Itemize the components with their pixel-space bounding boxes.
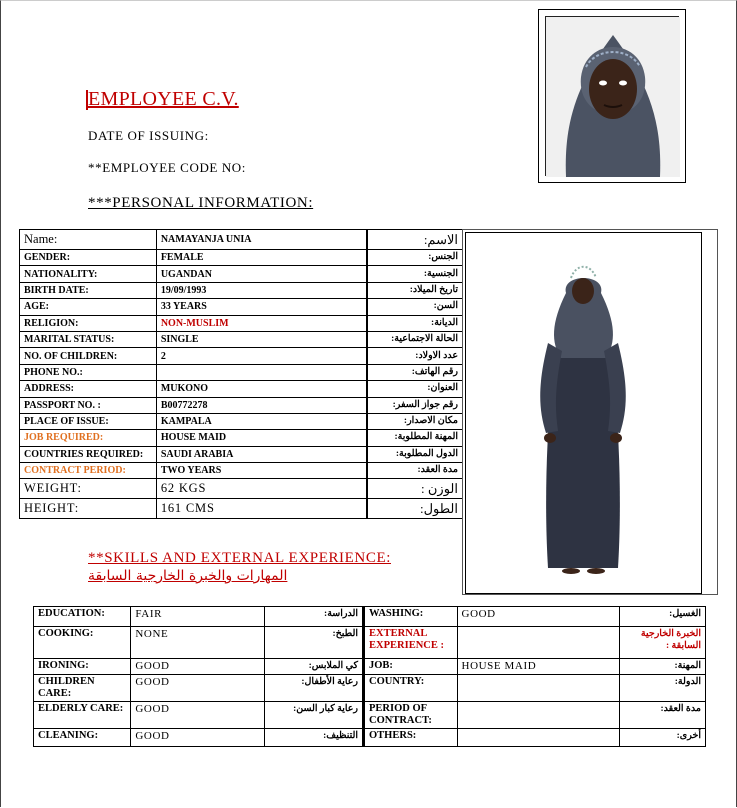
experience-value xyxy=(457,729,620,747)
field-label: NATIONALITY: xyxy=(20,266,157,282)
skills-heading-arabic: المهارات والخبرة الخارجية السابقة xyxy=(88,568,288,584)
field-label: RELIGION: xyxy=(20,315,157,331)
personal-info-row xyxy=(20,413,463,429)
field-label: MARITAL STATUS: xyxy=(20,331,157,347)
field-label-arabic: عدد الاولاد: xyxy=(367,348,462,364)
skill-label: CHILDREN CARE: xyxy=(34,675,131,702)
experience-label: JOB: xyxy=(364,659,458,675)
field-value: 33 YEARS xyxy=(156,299,367,315)
field-label: ADDRESS: xyxy=(20,381,157,397)
personal-info-row xyxy=(20,348,463,364)
field-value: UGANDAN xyxy=(156,266,367,282)
field-label-arabic: السن: xyxy=(367,299,462,315)
field-label-arabic: تاريخ الميلاد: xyxy=(367,282,462,298)
skill-value: GOOD xyxy=(131,675,265,702)
field-value: SAUDI ARABIA xyxy=(156,446,367,462)
field-label: PLACE OF ISSUE: xyxy=(20,413,157,429)
personal-info-heading: ***PERSONAL INFORMATION: xyxy=(88,195,314,211)
field-value: 62 KGS xyxy=(156,479,367,499)
personal-info-row xyxy=(20,397,463,413)
field-value: 19/09/1993 xyxy=(156,282,367,298)
field-label: GENDER: xyxy=(20,250,157,266)
experience-value xyxy=(457,675,620,702)
portrait-image xyxy=(545,16,679,176)
field-value: NON-MUSLIM xyxy=(156,315,367,331)
page-title: EMPLOYEE C.V. xyxy=(88,88,239,110)
skills-row xyxy=(34,702,706,729)
skills-row xyxy=(34,659,706,675)
field-label-arabic: رقم جواز السفر: xyxy=(367,397,462,413)
field-label: BIRTH DATE: xyxy=(20,282,157,298)
skills-row xyxy=(34,729,706,747)
skill-label-arabic: الدراسة: xyxy=(265,607,364,627)
skill-value: GOOD xyxy=(131,659,265,675)
field-value: SINGLE xyxy=(156,331,367,347)
personal-info-row xyxy=(20,430,463,446)
personal-info-row xyxy=(20,381,463,397)
field-label-arabic: الديانة: xyxy=(367,315,462,331)
experience-label-arabic: الغسيل: xyxy=(620,607,706,627)
employee-code-label: **EMPLOYEE CODE NO: xyxy=(88,160,247,175)
personal-info-row xyxy=(20,499,463,519)
field-value: NAMAYANJA UNIA xyxy=(156,230,367,250)
skills-row xyxy=(34,675,706,702)
field-label-arabic: الجنس: xyxy=(367,250,462,266)
field-label-arabic: الجنسية: xyxy=(367,266,462,282)
field-label-arabic: الوزن : xyxy=(367,479,462,499)
personal-info-row xyxy=(20,463,463,479)
experience-label: PERIOD OF CONTRACT: xyxy=(364,702,458,729)
field-value xyxy=(156,364,367,380)
skills-row xyxy=(34,607,706,627)
experience-label-arabic: مدة العقد: xyxy=(620,702,706,729)
experience-label-arabic: أخرى: xyxy=(620,729,706,747)
experience-label-arabic: المهنة: xyxy=(620,659,706,675)
field-label: PASSPORT NO. : xyxy=(20,397,157,413)
field-value: HOUSE MAID xyxy=(156,430,367,446)
field-label: AGE: xyxy=(20,299,157,315)
skill-label-arabic: الطبخ: xyxy=(265,627,364,659)
field-label: JOB REQUIRED: xyxy=(20,430,157,446)
field-label: PHONE NO.: xyxy=(20,364,157,380)
field-label-arabic: رقم الهاتف: xyxy=(367,364,462,380)
field-label-arabic: مكان الاصدار: xyxy=(367,413,462,429)
skills-heading: **SKILLS AND EXTERNAL EXPERIENCE: xyxy=(88,550,391,566)
portrait-photo xyxy=(538,9,686,183)
field-label: WEIGHT: xyxy=(20,479,157,499)
personal-info-row xyxy=(20,282,463,298)
skill-label: EDUCATION: xyxy=(34,607,131,627)
experience-label: OTHERS: xyxy=(364,729,458,747)
personal-info-table xyxy=(19,229,463,519)
personal-info-row xyxy=(20,331,463,347)
experience-label-arabic: الخبرة الخارجية السابقة : xyxy=(620,627,706,659)
skill-label-arabic: رعاية كبار السن: xyxy=(265,702,364,729)
personal-info-row xyxy=(20,230,463,250)
skill-value: GOOD xyxy=(131,729,265,747)
skill-label-arabic: رعاية الأطفال: xyxy=(265,675,364,702)
field-label-arabic: الاسم: xyxy=(367,230,462,250)
skill-label: ELDERLY CARE: xyxy=(34,702,131,729)
personal-info-row xyxy=(20,250,463,266)
full-body-image xyxy=(466,233,701,593)
field-label-arabic: مدة العقد: xyxy=(367,463,462,479)
experience-label-arabic: الدولة: xyxy=(620,675,706,702)
field-value: FEMALE xyxy=(156,250,367,266)
personal-info-row xyxy=(20,364,463,380)
skill-label: CLEANING: xyxy=(34,729,131,747)
skill-value: FAIR xyxy=(131,607,265,627)
personal-info-row xyxy=(20,266,463,282)
experience-value: GOOD xyxy=(457,607,620,627)
experience-value xyxy=(457,627,620,659)
full-body-photo xyxy=(465,232,702,594)
skill-label-arabic: التنظيف: xyxy=(265,729,364,747)
field-value: KAMPALA xyxy=(156,413,367,429)
field-label-arabic: المهنة المطلوبة: xyxy=(367,430,462,446)
personal-info-row xyxy=(20,299,463,315)
field-label: HEIGHT: xyxy=(20,499,157,519)
experience-label: WASHING: xyxy=(364,607,458,627)
experience-value xyxy=(457,702,620,729)
experience-label: COUNTRY: xyxy=(364,675,458,702)
field-label-arabic: العنوان: xyxy=(367,381,462,397)
experience-label: EXTERNAL EXPERIENCE : xyxy=(364,627,458,659)
skill-label: IRONING: xyxy=(34,659,131,675)
skill-label: COOKING: xyxy=(34,627,131,659)
personal-info-row xyxy=(20,479,463,499)
field-value: 161 CMS xyxy=(156,499,367,519)
field-label: CONTRACT PERIOD: xyxy=(20,463,157,479)
personal-info-row xyxy=(20,315,463,331)
field-label-arabic: الدول المطلوبة: xyxy=(367,446,462,462)
skill-label-arabic: كي الملابس: xyxy=(265,659,364,675)
date-of-issuing-label: DATE OF ISSUING: xyxy=(88,128,209,143)
skill-value: GOOD xyxy=(131,702,265,729)
skills-row xyxy=(34,627,706,659)
field-label-arabic: الحالة الاجتماعية: xyxy=(367,331,462,347)
field-value: MUKONO xyxy=(156,381,367,397)
field-value: 2 xyxy=(156,348,367,364)
skill-value: NONE xyxy=(131,627,265,659)
field-label: Name: xyxy=(20,230,157,250)
field-label: NO. OF CHILDREN: xyxy=(20,348,157,364)
skills-table xyxy=(33,606,706,747)
field-label-arabic: الطول: xyxy=(367,499,462,519)
experience-value: HOUSE MAID xyxy=(457,659,620,675)
field-value: TWO YEARS xyxy=(156,463,367,479)
text-caret xyxy=(86,90,88,110)
field-label: COUNTRIES REQUIRED: xyxy=(20,446,157,462)
field-value: B00772278 xyxy=(156,397,367,413)
personal-info-row xyxy=(20,446,463,462)
